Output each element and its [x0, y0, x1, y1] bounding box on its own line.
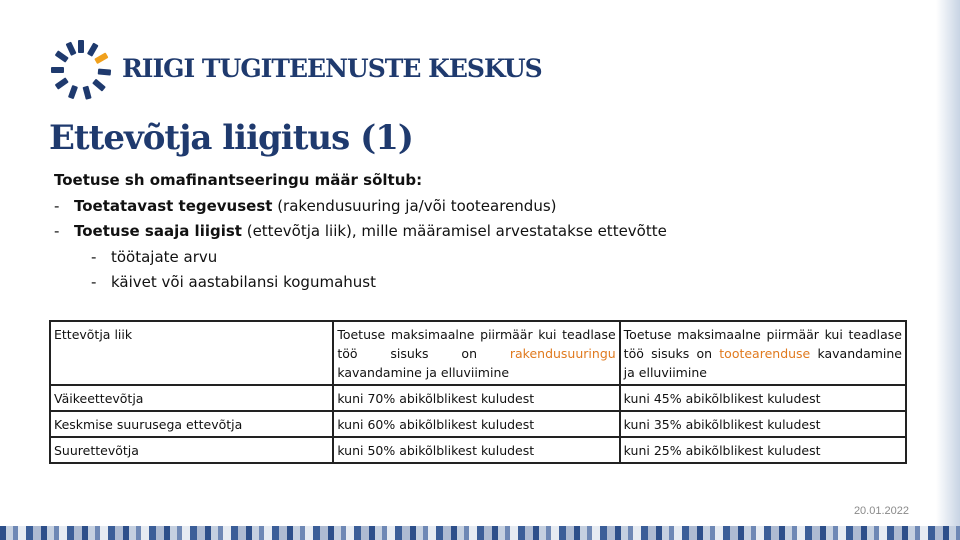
header-applied-research: Toetuse maksimaalne piirmäär kui teadlase töö sisuks on rakendusuuringu kavandamine ja elluviimine	[333, 321, 619, 385]
cell-type: Keskmise suurusega ettevõtja	[50, 411, 333, 437]
list-item: - Toetuse saaja liigist (ettevõtja liik), mille määramisel arvestatakse ettevõtte	[54, 222, 667, 241]
sunburst-logo-icon	[48, 38, 114, 102]
aid-rate-table	[49, 320, 907, 464]
table-row	[50, 437, 906, 463]
intro-heading: Toetuse sh omafinantseeringu määr sõltub:	[54, 171, 423, 189]
cell-product: kuni 45% abikõlblikest kuludest	[620, 385, 906, 411]
intro-text	[54, 168, 754, 296]
slide-title: Ettevõtja liigitus (1)	[49, 118, 413, 158]
list-item: - Toetatavast tegevusest (rakendusuuring ja/või tootearendus)	[54, 196, 557, 215]
table-row	[50, 411, 906, 437]
cell-type: Suurettevõtja	[50, 437, 333, 463]
footer-date: 20.01.2022	[853, 505, 909, 517]
logo-text: RIIGI TUGITEENUSTE KESKUS	[122, 54, 542, 83]
cell-type: Väikeettevõtja	[50, 385, 333, 411]
cell-applied: kuni 70% abikõlblikest kuludest	[333, 385, 619, 411]
header-product-development: Toetuse maksimaalne piirmäär kui teadlase töö sisuks on tootearenduse kavandamine ja elluviimine	[620, 321, 906, 385]
sub-list-item: - töötajate arvu	[91, 247, 218, 266]
right-edge-gradient	[936, 0, 960, 540]
footer-stripe-bar	[0, 526, 960, 540]
sub-list-item: - käivet või aastabilansi kogumahust	[91, 273, 376, 292]
logo	[48, 38, 542, 102]
cell-applied: kuni 50% abikõlblikest kuludest	[333, 437, 619, 463]
cell-product: kuni 25% abikõlblikest kuludest	[620, 437, 906, 463]
cell-product: kuni 35% abikõlblikest kuludest	[620, 411, 906, 437]
table-header-row	[50, 321, 906, 385]
header-enterprise-type: Ettevõtja liik	[50, 321, 333, 385]
cell-applied: kuni 60% abikõlblikest kuludest	[333, 411, 619, 437]
table-row	[50, 385, 906, 411]
